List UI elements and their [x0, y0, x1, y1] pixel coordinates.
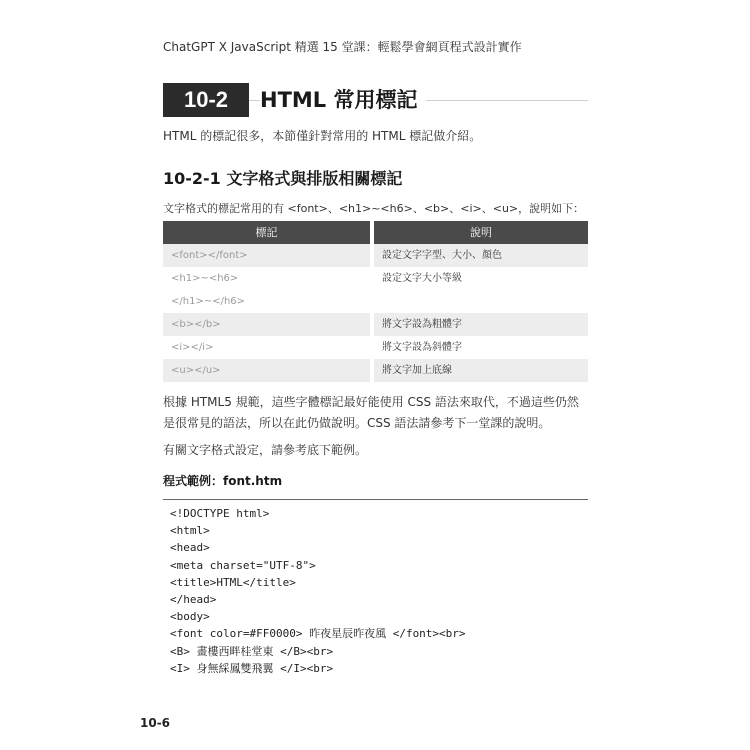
intro-text: HTML 的標記很多，本節僅針對常用的 HTML 標記做介紹。 — [163, 129, 482, 143]
table-header — [163, 221, 588, 244]
tag-cell — [163, 359, 370, 382]
chapter-title: HTML 常用標記 — [260, 83, 426, 117]
code-line: <meta charset="UTF-8"> — [170, 558, 316, 572]
description-text: 設定文字大小等級 — [382, 273, 462, 284]
code-divider — [163, 499, 588, 500]
tag-table — [163, 221, 588, 382]
paragraph-example-intro: 有關文字格式設定，請參考底下範例。 — [163, 443, 368, 457]
code-line: <I> 身無綵鳳雙飛翼 </I><br> — [170, 661, 334, 675]
table-row — [163, 313, 588, 336]
code-line: <head> — [170, 541, 210, 555]
tag-cell — [163, 267, 370, 313]
table-row — [163, 244, 588, 267]
description-cell — [374, 313, 588, 336]
description-text: 設定文字字型、大小、顏色 — [382, 250, 502, 261]
table-row — [163, 267, 588, 313]
table-row — [163, 359, 588, 382]
header-description: 說明 — [374, 221, 588, 244]
page-number: 10-6 — [140, 716, 171, 730]
description-cell — [374, 267, 588, 313]
code-line: <font color=#FF0000> 昨夜星辰昨夜風 </font><br> — [170, 627, 466, 641]
code-line: <html> — [170, 524, 210, 538]
running-head: ChatGPT X JavaScript 精選 15 堂課：輕鬆學會網頁程式設計實作 — [163, 40, 522, 54]
table-intro: 文字格式的標記常用的有 <font>、<h1>~<h6>、<b>、<i>、<u>，說明如下： — [163, 202, 585, 215]
paragraph-line: 根據 HTML5 規範，這些字體標記最好能使用 CSS 語法來取代，不過這些仍然 — [163, 395, 579, 409]
code-line: <!DOCTYPE html> — [170, 507, 270, 520]
description-text: 將文字設為粗體字 — [382, 319, 462, 330]
code-line: <B> 畫樓西畔桂堂東 </B><br> — [170, 644, 334, 658]
tag-text: <i></i> — [171, 342, 214, 353]
example-label: 程式範例：font.htm — [163, 474, 283, 488]
chapter-banner — [163, 83, 588, 117]
description-text: 將文字加上底線 — [382, 365, 452, 376]
paragraph-line: 是很常見的語法，所以在此仍做說明。CSS 語法請參考下一堂課的說明。 — [163, 416, 551, 430]
tag-text: </h1>~</h6> — [171, 296, 246, 307]
tag-text: <b></b> — [171, 319, 221, 330]
tag-text: <h1>~<h6> — [171, 273, 239, 284]
tag-text: <u></u> — [171, 365, 221, 376]
tag-cell — [163, 244, 370, 267]
header-tag: 標記 — [163, 221, 370, 244]
section-title: 10-2-1 文字格式與排版相關標記 — [163, 169, 403, 188]
code-line: <body> — [170, 610, 210, 624]
description-cell — [374, 244, 588, 267]
tag-cell — [163, 336, 370, 359]
description-cell — [374, 359, 588, 382]
tag-cell — [163, 313, 370, 336]
chapter-number: 10-2 — [163, 83, 249, 117]
code-block — [170, 505, 466, 677]
code-line: <title>HTML</title> — [170, 575, 296, 589]
code-line: </head> — [170, 592, 217, 606]
tag-text: <font></font> — [171, 250, 248, 261]
description-cell — [374, 336, 588, 359]
table-row — [163, 336, 588, 359]
description-text: 將文字設為斜體字 — [382, 342, 462, 353]
paragraph-html5-note — [163, 392, 593, 434]
